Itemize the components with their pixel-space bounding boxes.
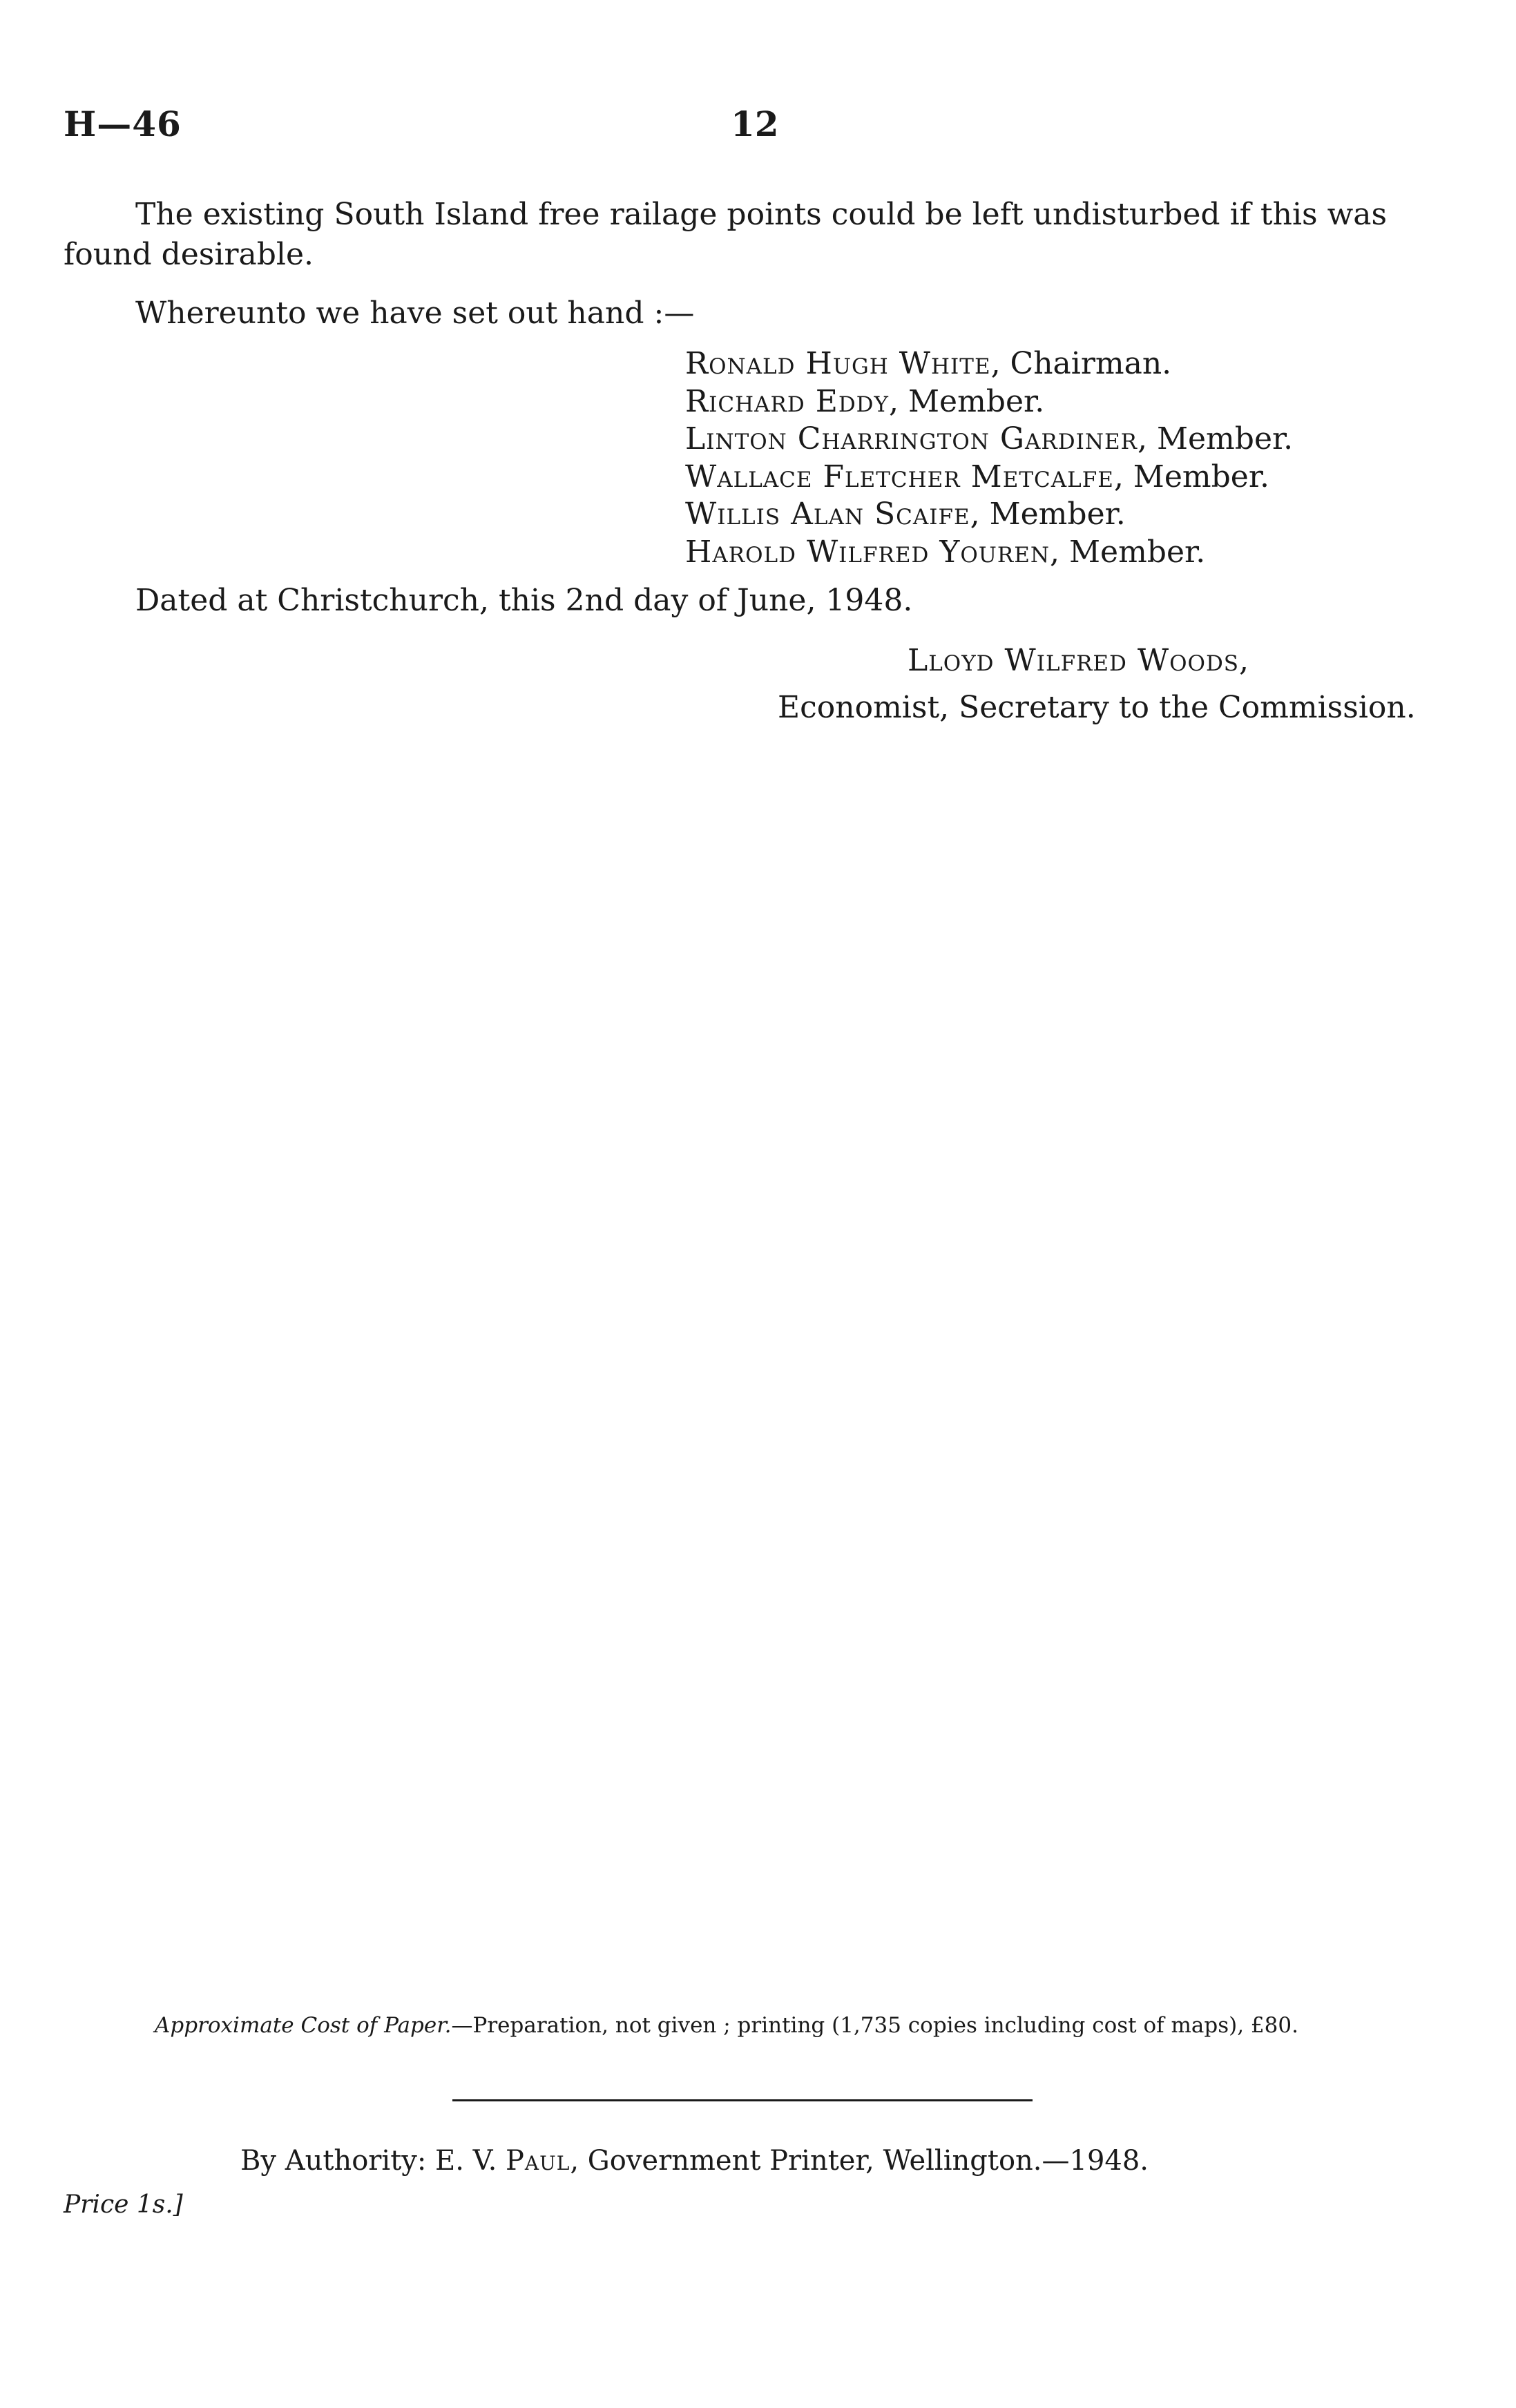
secretary-name: Lloyd Wilfred Woods, [908,643,1250,678]
cost-text: —Preparation, not given ; printing (1,735 copies including cost of maps), £80. [451,2013,1298,2038]
signatory-role: , Member. [1113,459,1270,494]
signatory-name: Ronald Hugh White [685,346,991,381]
signatory-name: Richard Eddy [685,383,889,419]
signatory-line [685,345,1293,383]
signatory-line [685,459,1293,497]
imprint-printer-name: Paul [506,2145,570,2177]
paragraph-text: The existing South Island free railage points could be left undisturbed if this was found desirable. [64,197,1388,272]
signatory-name: Harold Wilfred Youren [685,534,1050,570]
signatory-line [685,496,1293,534]
signatory-name: Wallace Fletcher Metcalfe [685,459,1114,494]
signatory-role: , Member. [1050,534,1206,570]
printer-imprint [240,2144,1149,2178]
signatory-role: , Chairman. [990,346,1172,381]
document-code: H—46 [64,104,182,144]
paragraph-text: Whereunto we have set out hand :— [135,296,695,331]
secretary-title: Economist, Secretary to the Commission. [778,690,1416,725]
signatory-line [685,534,1293,572]
imprint-prefix: By Authority: E. V. [240,2145,506,2177]
signatory-role: , Member. [1137,421,1294,456]
dated-line: Dated at Christchurch, this 2nd day of June, 1948. [135,583,913,618]
signatory-name: Linton Charrington Gardiner [685,421,1138,456]
signatory-list [685,345,1293,571]
signatory-name: Willis Alan Scaife [685,497,970,532]
signatory-role: , Member. [889,383,1045,419]
signatory-role: , Member. [970,497,1126,532]
footer-divider [452,2099,1033,2101]
cost-label: Approximate Cost of Paper. [155,2013,452,2038]
paragraph-free-railage [64,195,1441,275]
signatory-line [685,421,1293,459]
page-number: 12 [731,104,779,144]
paragraph-whereunto [64,293,1441,334]
signatory-line [685,383,1293,421]
price-note: Price 1s.] [64,2190,183,2219]
cost-of-paper-note [155,2012,1298,2039]
imprint-suffix: , Government Printer, Wellington.—1948. [570,2145,1149,2177]
